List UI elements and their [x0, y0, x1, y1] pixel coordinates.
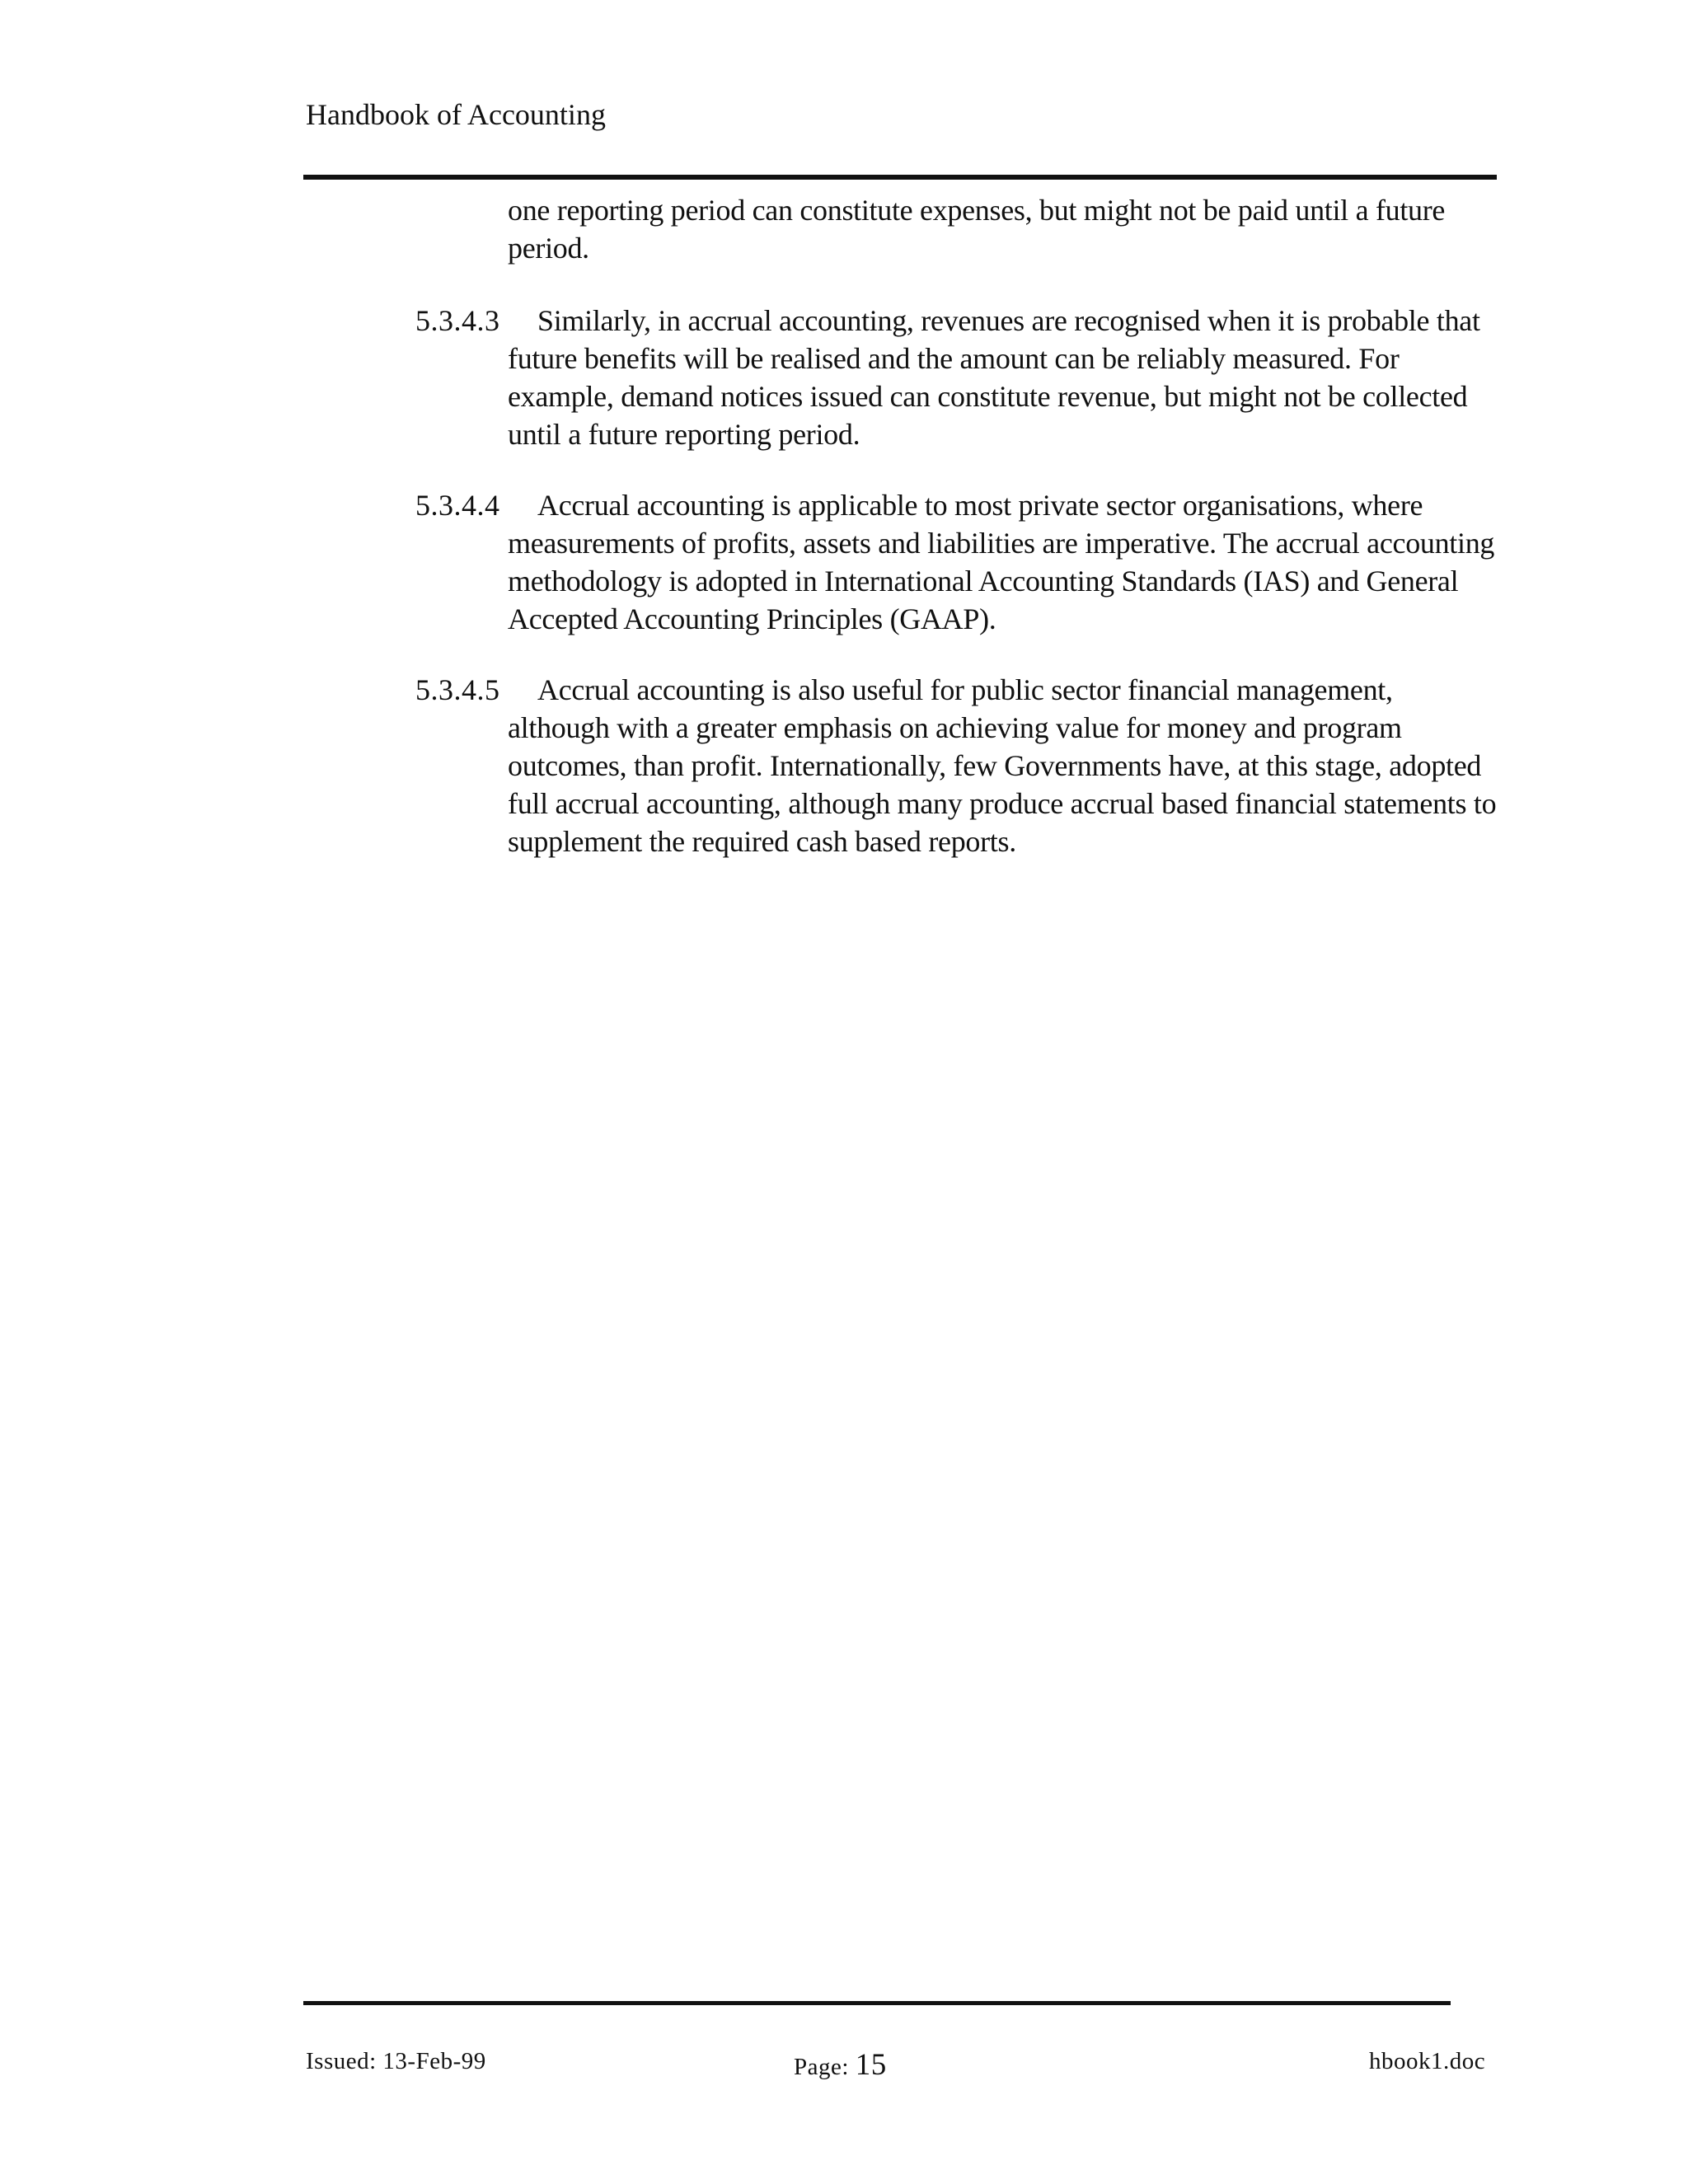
footer-page-number: 15 [855, 2048, 887, 2082]
section-number: 5.3.4.4 [415, 489, 500, 522]
section-number: 5.3.4.5 [415, 673, 500, 706]
section-5-3-4-5 [415, 671, 1500, 860]
header-title: Handbook of Accounting [306, 98, 606, 131]
section-text: Accrual accounting is applicable to most private sector organisations, where measurements of profits, assets and liabilities are imperative. The accrual accounting methodology is adopted in International Accounting Standards (IAS) and General Accepted Accounting Principles (GAAP). [508, 489, 1495, 635]
footer-page-label: Page: [794, 2054, 856, 2080]
section-text: Accrual accounting is also useful for public sector financial management, although with a greater emphasis on achieving value for money and program outcomes, than profit. Internationally, few Governments have, at this stage, adopted full accrual accounting, although many produce accrual based financial statements to supplement the required cash based reports. [508, 673, 1497, 858]
continued-paragraph: one reporting period can constitute expenses, but might not be paid until a future period. [508, 194, 1446, 265]
footer-filename: hbook1.doc [1369, 2048, 1486, 2074]
section-5-3-4-3 [415, 302, 1500, 453]
footer-rule [303, 2001, 1451, 2005]
header-rule [303, 175, 1497, 180]
footer-page [794, 2047, 887, 2083]
section-number: 5.3.4.3 [415, 304, 500, 337]
section-text: Similarly, in accrual accounting, revenues are recognised when it is probable that future benefits will be realised and the amount can be reliably measured. For example, demand notices issued can constitute revenue, but might not be collected until a future reporting period. [508, 304, 1480, 451]
footer-issued-date: Issued: 13-Feb-99 [306, 2048, 486, 2074]
section-5-3-4-4 [415, 486, 1500, 638]
